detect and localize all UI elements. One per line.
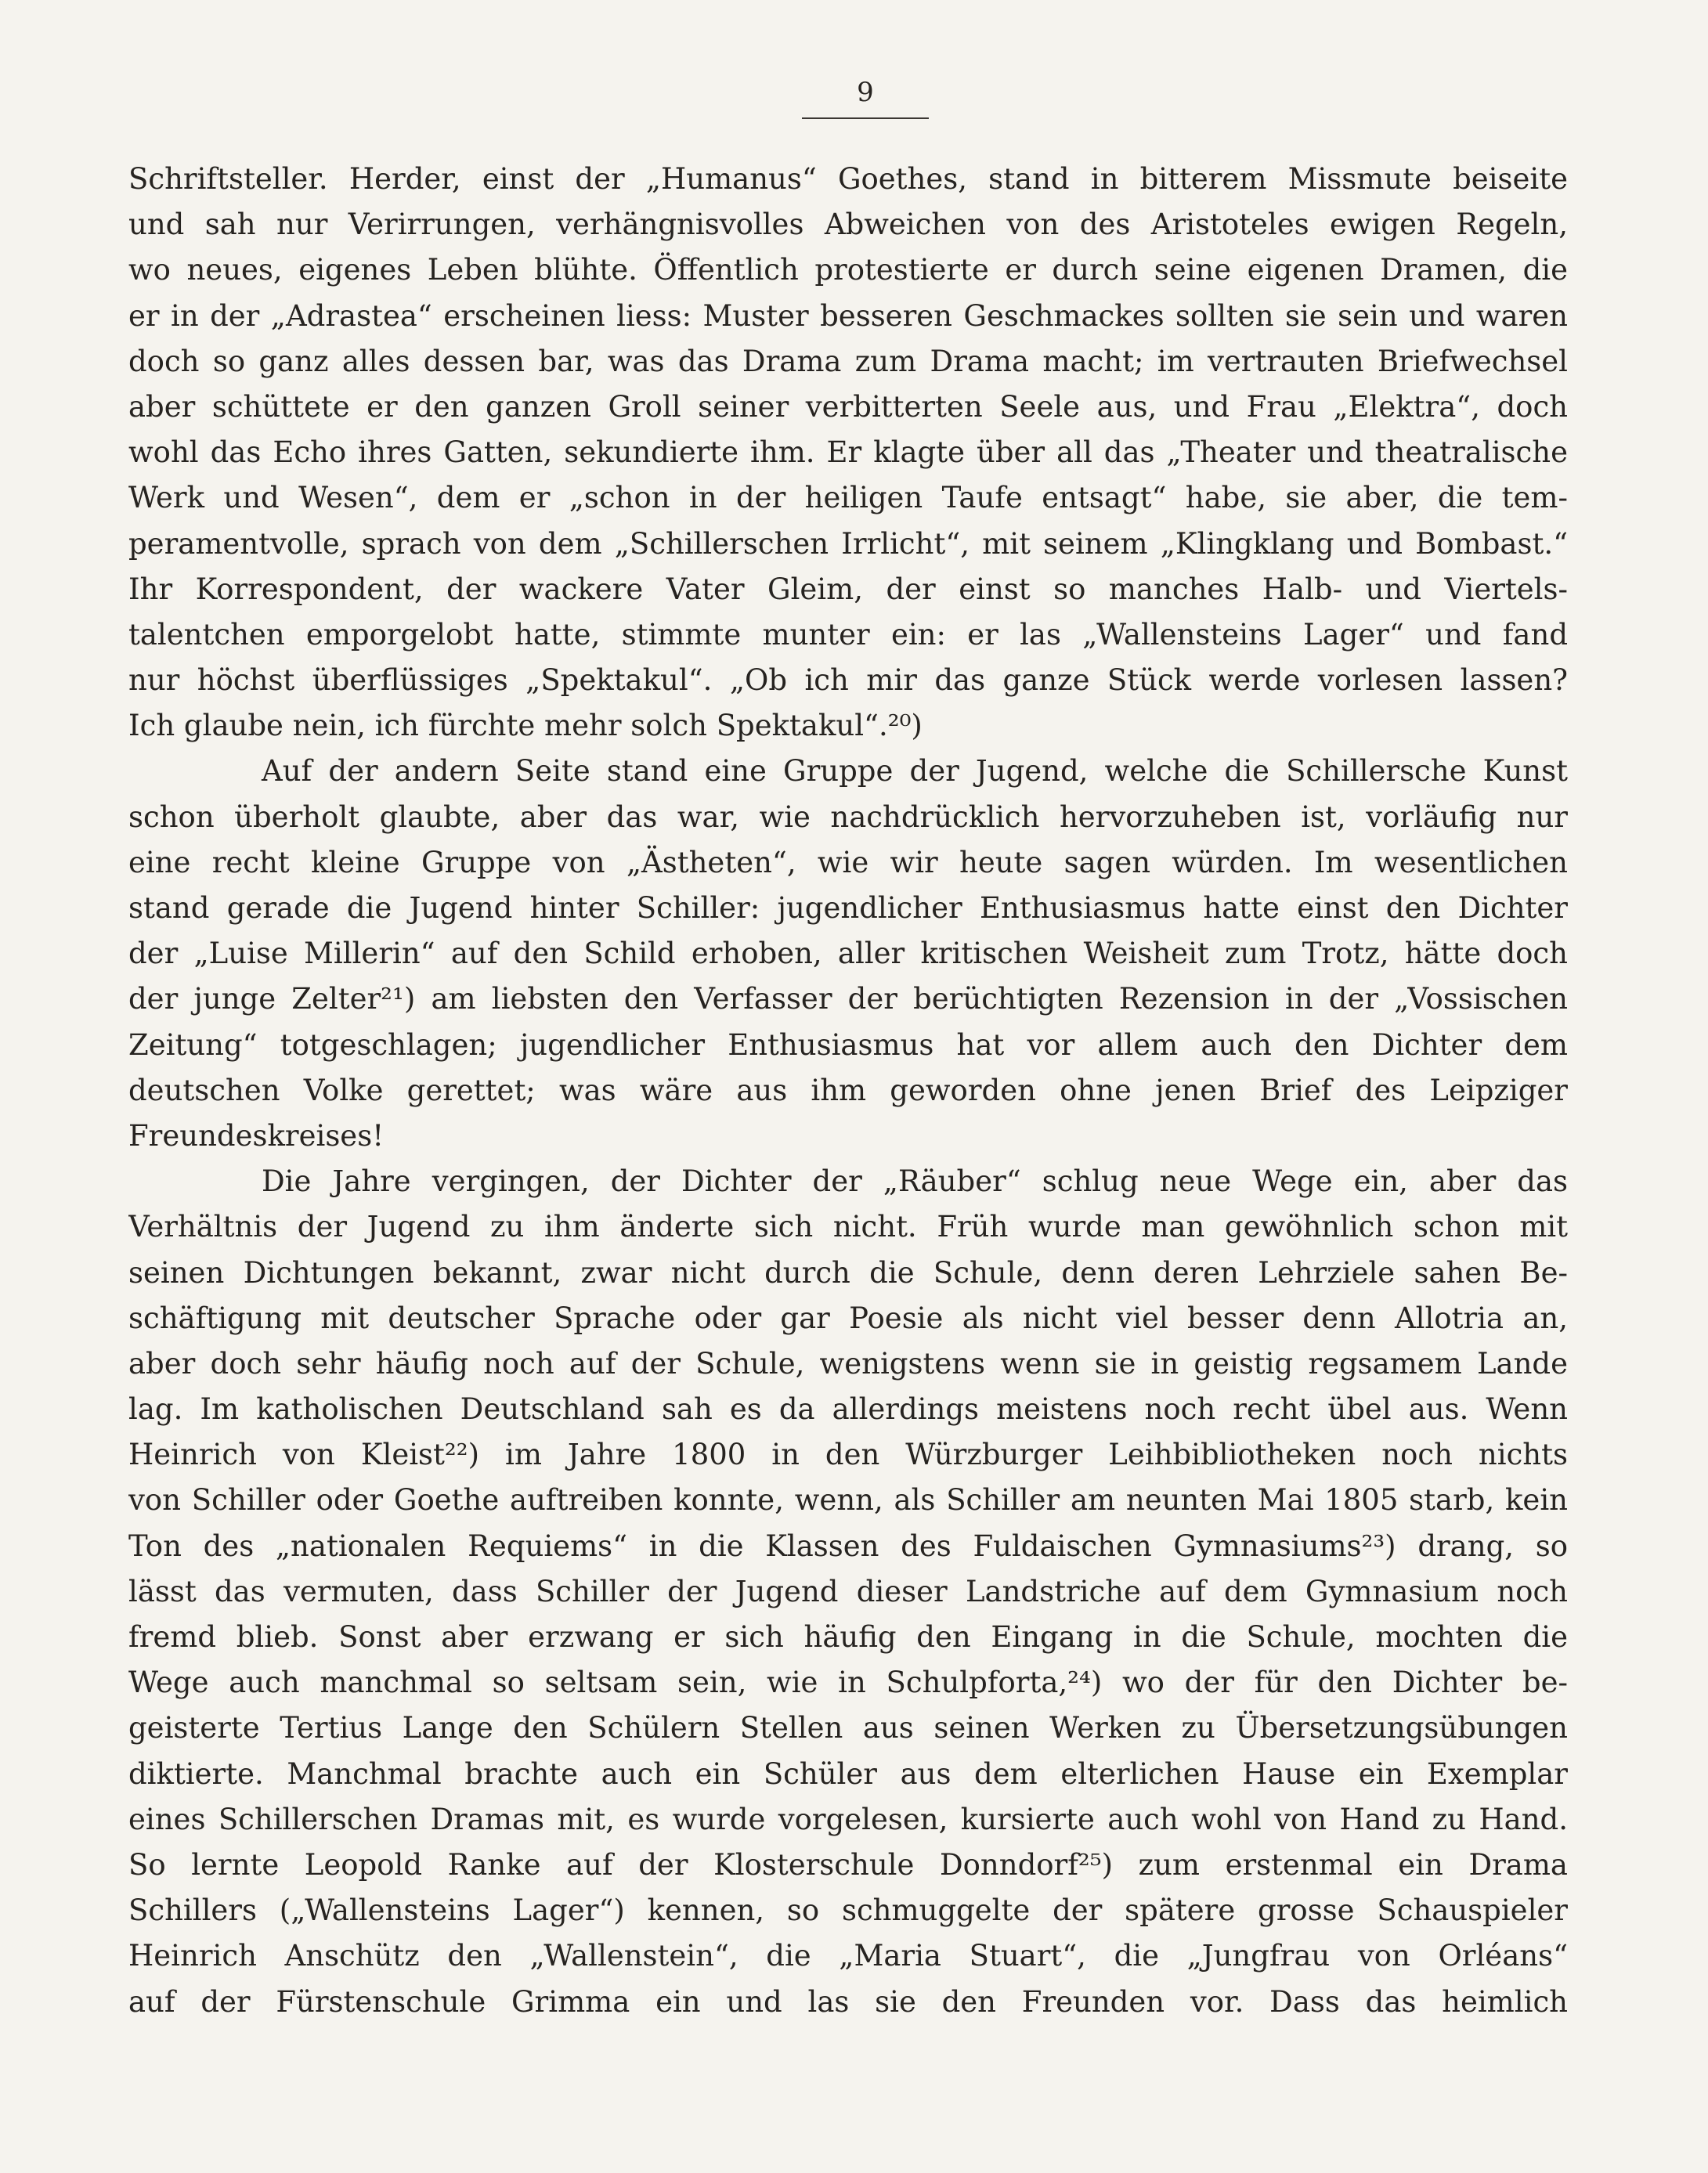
text-line: Auf der andern Seite stand eine Gruppe der Jugend, welche die Schillersche Kunst [262,754,1568,789]
text-line: Ich glaube nein, ich fürchte mehr solch Spektakul“.²⁰) [128,709,923,743]
text-line: Die Jahre vergingen, der Dichter der „Räuber“ schlug neue Wege ein, aber das [262,1164,1568,1199]
text-line: stand gerade die Jugend hinter Schiller: jugendlicher Enthusiasmus hatte einst den Dichter [128,891,1568,925]
text-line: schon überholt glaubte, aber das war, wie nachdrücklich hervorzuheben ist, vorläufig nur [128,800,1568,834]
text-line: Ton des „nationalen Requiems“ in die Klassen des Fuldaischen Gymnasiums²³) drang, so [128,1529,1568,1563]
text-line: doch so ganz alles dessen bar, was das Drama zum Drama macht; im vertrauten Briefwechsel [128,344,1568,378]
text-line: Freundeskreises! [128,1118,385,1153]
text-line: wo neues, eigenes Leben blühte. Öffentlich protestierte er durch seine eigenen Dramen, die [128,253,1568,287]
text-line: Werk und Wesen“, dem er „schon in der heiligen Taufe entsagt“ habe, sie aber, die tem- [128,481,1568,515]
text-line: Zeitung“ totgeschlagen; jugendlicher Enthusiasmus hat vor allem auch den Dichter dem [128,1027,1568,1062]
text-line: eine recht kleine Gruppe von „Ästheten“, wie wir heute sagen würden. Im wesentlichen [128,845,1568,879]
text-line: von Schiller oder Goethe auftreiben konnte, wenn, als Schiller am neunten Mai 1805 starb, kein [128,1483,1568,1518]
text-line: aber doch sehr häufig noch auf der Schule, wenigstens wenn sie in geistig regsamem Lande [128,1346,1568,1381]
text-line: Schriftsteller. Herder, einst der „Humanus“ Goethes, stand in bitterem Missmute beiseite [128,162,1568,196]
text-line: wohl das Echo ihres Gatten, sekundierte ihm. Er klagte über all das „Theater und theatralische [128,435,1568,470]
text-line: Verhältnis der Jugend zu ihm änderte sich nicht. Früh wurde man gewöhnlich schon mit [128,1210,1568,1244]
text-line: geisterte Tertius Lange den Schülern Stellen aus seinen Werken zu Übersetzungsübungen [128,1711,1568,1745]
text-line: auf der Fürstenschule Grimma ein und las sie den Freunden vor. Dass das heimlich [128,1984,1568,2019]
text-line: schäftigung mit deutscher Sprache oder gar Poesie als nicht viel besser denn Allotria an, [128,1301,1568,1335]
text-line: seinen Dichtungen bekannt, zwar nicht durch die Schule, denn deren Lehrziele sahen Be- [128,1255,1568,1290]
text-line: fremd blieb. Sonst aber erzwang er sich häufig den Eingang in die Schule, mochten die [128,1620,1568,1654]
text-line: talentchen emporgelobt hatte, stimmte munter ein: er las „Wallensteins Lager“ und fand [128,617,1568,652]
text-line: So lernte Leopold Ranke auf der Klosterschule Donndorf²⁵) zum erstenmal ein Drama [128,1847,1568,1882]
text-line: Ihr Korrespondent, der wackere Vater Gleim, der einst so manches Halb- und Viertels- [128,572,1568,606]
body-text [128,157,1568,2025]
text-line: eines Schillerschen Dramas mit, es wurde vorgelesen, kursierte auch wohl von Hand zu Hand. [128,1802,1568,1836]
page-number: 9 [857,77,874,108]
text-line: Wege auch manchmal so seltsam sein, wie in Schulpforta,²⁴) wo der für den Dichter be- [128,1666,1568,1700]
text-line: lag. Im katholischen Deutschland sah es da allerdings meistens noch recht übel aus. Wenn [128,1392,1568,1427]
text-line: er in der „Adrastea“ erscheinen liess: Muster besseren Geschmackes sollten sie sein und waren [128,298,1568,333]
text-line: nur höchst überflüssiges „Spektakul“. „Ob ich mir das ganze Stück werde vorlesen lassen? [128,663,1568,698]
text-line: lässt das vermuten, dass Schiller der Jugend dieser Landstriche auf dem Gymnasium noch [128,1574,1568,1608]
text-line: und sah nur Verirrungen, verhängnisvolles Abweichen von des Aristoteles ewigen Regeln, [128,208,1568,242]
text-line: diktierte. Manchmal brachte auch ein Schüler aus dem elterlichen Hause ein Exemplar [128,1756,1568,1791]
text-line: Heinrich Anschütz den „Wallenstein“, die „Maria Stuart“, die „Jungfrau von Orléans“ [128,1939,1568,1973]
page-number-rule [802,117,929,119]
text-line: deutschen Volke gerettet; was wäre aus ihm geworden ohne jenen Brief des Leipziger [128,1073,1568,1107]
text-line: der „Luise Millerin“ auf den Schild erhoben, aller kritischen Weisheit zum Trotz, hätte doch [128,937,1568,971]
text-line: peramentvolle, sprach von dem „Schillerschen Irrlicht“, mit seinem „Klingklang und Bombast.“ [128,526,1568,561]
text-line: Schillers („Wallensteins Lager“) kennen, so schmuggelte der spätere grosse Schauspieler [128,1893,1568,1928]
text-line: Heinrich von Kleist²²) im Jahre 1800 in den Würzburger Leihbibliotheken noch nichts [128,1438,1568,1472]
text-line: der junge Zelter²¹) am liebsten den Verfasser der berüchtigten Rezension in der „Vossischen [128,982,1568,1016]
text-line: aber schüttete er den ganzen Groll seiner verbitterten Seele aus, und Frau „Elektra“, doch [128,389,1568,424]
